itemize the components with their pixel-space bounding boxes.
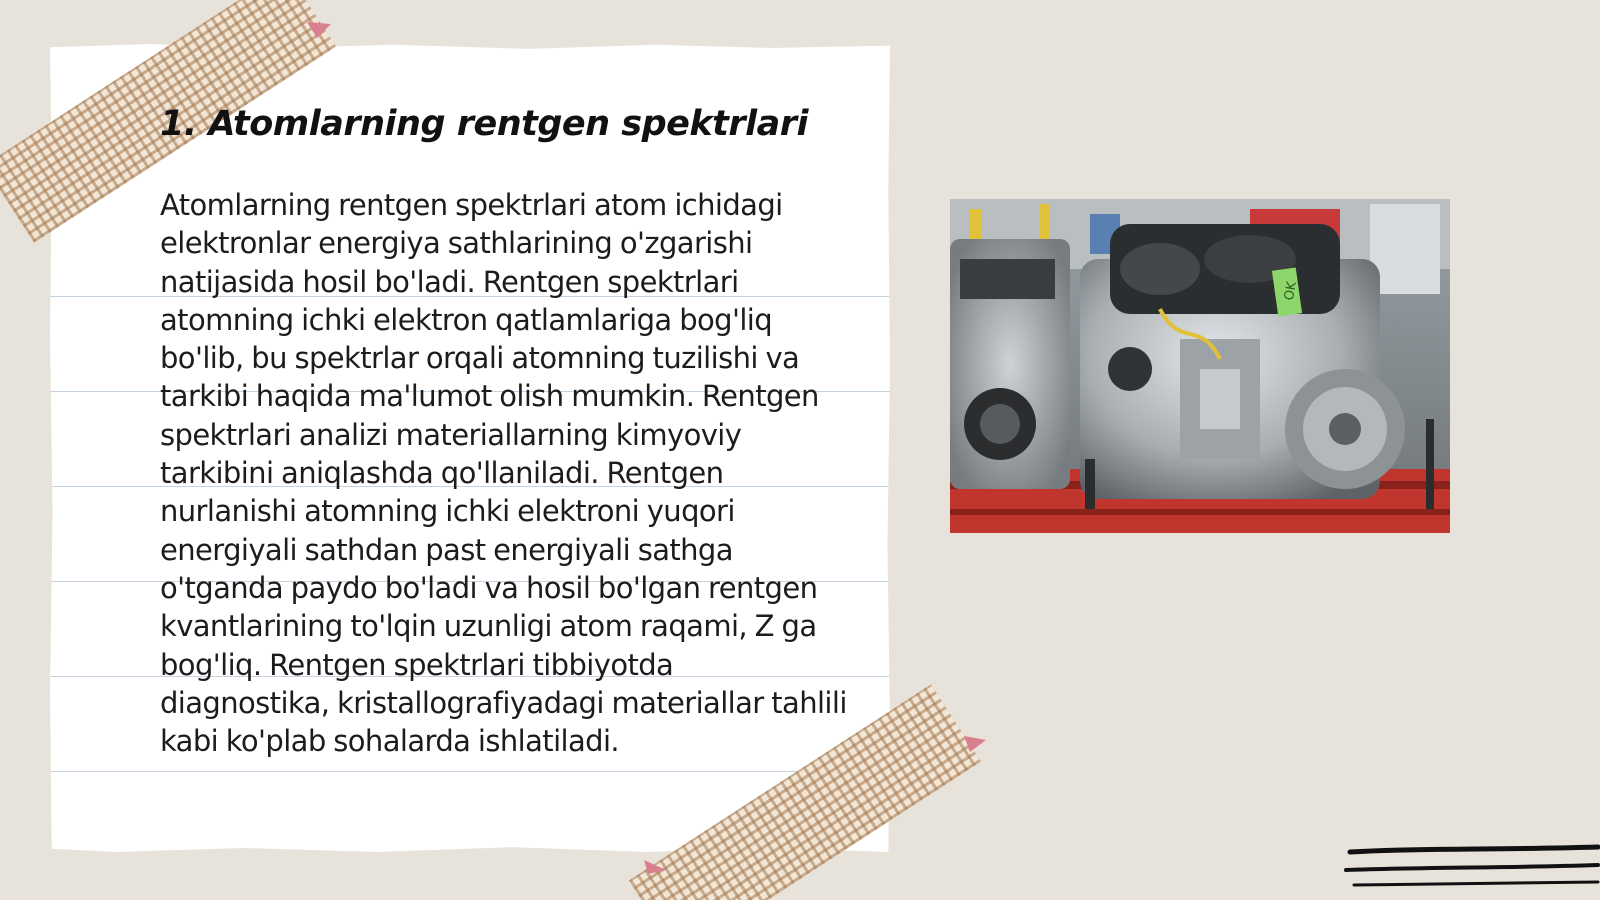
engine-photo: [950, 199, 1450, 533]
engine-tag-text: OK: [1281, 280, 1300, 302]
tape-corner-mark: [960, 732, 990, 756]
tape-corner-mark: [640, 856, 670, 880]
scribble-lines: [1340, 840, 1600, 900]
tape-corner-mark: [305, 18, 335, 42]
slide-body-text: Atomlarning rentgen spektrlari atom ichidagi elektronlar energiya sathlarining o'zgarishi natijasida hosil bo'ladi. Rentgen spektrlari atomning ichki elektron qatlamlariga bog'liq bo'lib, bu spektrlar orqali atomning tuzilishi va tarkibi haqida ma'lumot olish mumkin. Rentgen spektrlari analizi materiallarning kimyoviy tarkibini aniqlashda qo'llaniladi. Rentgen nurlanishi atomning ichki elektroni yuqori energiyali sathdan past energiyali sathga o'tganda paydo bo'ladi va hosil bo'lgan rentgen kvantlarining to'lqin uzunligi atom raqami, Z ga bog'liq. Rentgen spektrlari tibbiyotda diagnostika, kristallografiyadagi materiallar tahlili kabi ko'plab sohalarda ishlatiladi.: [160, 188, 847, 759]
rule-line: [50, 771, 890, 772]
slide-title: 1. Atomlarning rentgen spektrlari: [160, 104, 809, 144]
